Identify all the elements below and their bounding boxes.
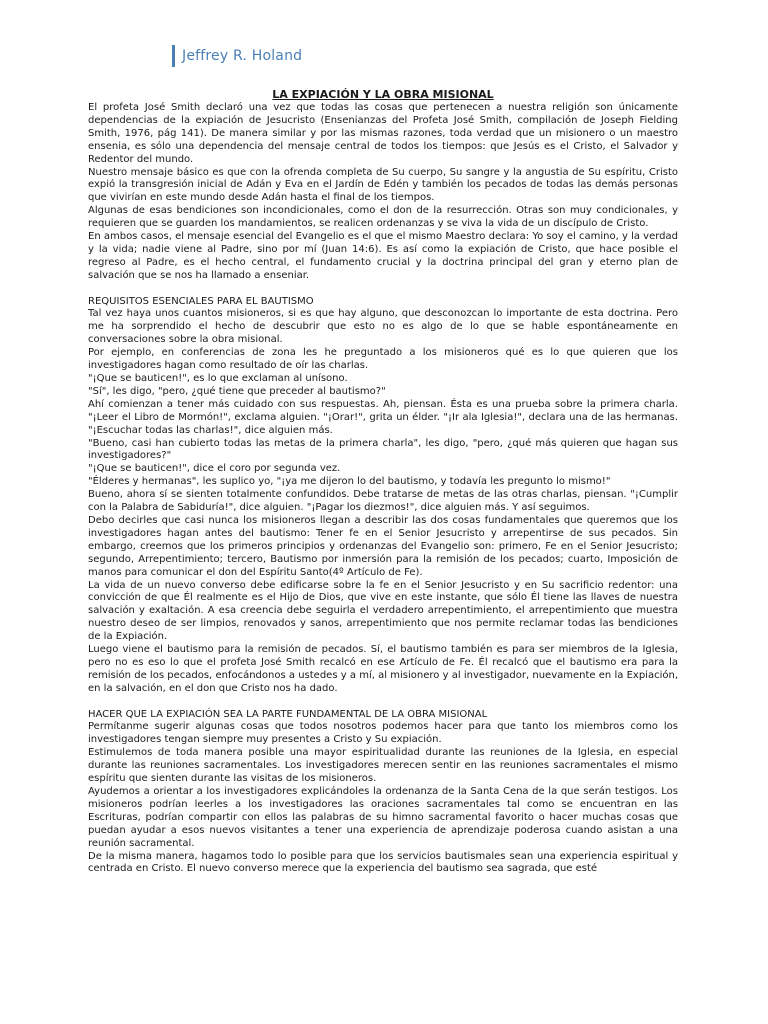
body-paragraph: Bueno, ahora sí se sienten totalmente confundidos. Debe tratarse de metas de las otras charlas, piensan. "¡Cumplir con la Palabra de Sabiduría!", dice alguien. "¡Pagar los diezmos!", dice alguien más. Y así seguimos. (88, 489, 678, 514)
article-body (88, 88, 678, 876)
body-paragraph: Estimulemos de toda manera posible una mayor espiritualidad durante las reuniones de la Iglesia, en especial durante las reuniones sacramentales. Los investigadores merecen sentir en las reuniones sacramentales el mismo espíritu que sienten durante las visitas de los misioneros. (88, 747, 678, 785)
body-paragraph: Ayudemos a orientar a los investigadores explicándoles la ordenanza de la Santa Cena de la que serán testigos. Los misioneros podrían leerles a los investigadores las oraciones sacramentales tal como se encuentran en las Escrituras, podrían compartir con ellos las palabras de su himno sacramental favorito o hacer muchas cosas que puedan ayudar a esos nuevos visitantes a tener una experiencia de aprendizaje poderosa cuando asistan a una reunión sacramental. (88, 786, 678, 849)
intro-paragraph: El profeta José Smith declaró una vez que todas las cosas que pertenecen a nuestra religión son únicamente dependencias de la expiación de Jesucristo (Ensenianzas del Profeta José Smith, compilación de Joseph Fielding Smith, 1976, pág 141). De manera similar y por las mismas razones, toda verdad que un misionero o un maestro ensenia, es sólo una dependencia del mensaje central de todos los tiempos: que Jesús es el Cristo, el Salvador y Redentor del mundo. (88, 102, 678, 165)
intro-paragraph: Algunas de esas bendiciones son incondicionales, como el don de la resurrección. Otras son muy condicionales, y requieren que se guarden los mandamientos, se realicen ordenanzas y se viva la vida de un discípulo de Cristo. (88, 205, 678, 230)
intro-paragraph: En ambos casos, el mensaje esencial del Evangelio es el que el mismo Maestro declara: Yo soy el camino, y la verdad y la vida; nadie viene al Padre, sino por mí (Juan 14:6). Es así como la expiación de Cristo, que hace posible el regreso al Padre, es el hecho central, el fundamento crucial y la doctrina principal del gran y eterno plan de salvación que se nos ha llamado a enseniar. (88, 231, 678, 281)
body-paragraph: Ahí comienzan a tener más cuidado con sus respuestas. Ah, piensan. Ésta es una prueba sobre la primera charla. "¡Leer el Libro de Mormón!", exclama alguien. "¡Orar!", grita un élder. "¡Ir ala Iglesia!", declara una de las hermanas. "¡Escuchar todas las charlas!", dice alguien más. (88, 398, 678, 436)
body-paragraph: "Bueno, casi han cubierto todas las metas de la primera charla", les digo, "pero, ¿qué más quieren que hagan sus investigadores?" (88, 437, 678, 462)
section-spacer (88, 283, 678, 296)
body-paragraph: Por ejemplo, en conferencias de zona les he preguntado a los misioneros qué es lo que quieren que los investigadores hagan como resultado de oír las charlas. (88, 347, 678, 372)
body-paragraph: Debo decirles que casi nunca los misioneros llegan a describir las dos cosas fundamentales que queremos que los investigadores hagan antes del bautismo: Tener fe en el Senior Jesucristo y arrepentirse de sus pecados. Sin embargo, creemos que los primeros principios y ordenanzas del Evangelio son: primero, Fe en el Senior Jesucristo; segundo, Arrepentimiento; tercero, Bautismo por inmersión para la remisión de los pecados; cuarto, Imposición de manos para comunicar el don del Espíritu Santo(4º Artículo de Fe). (88, 514, 678, 578)
body-paragraph: "Sí", les digo, "pero, ¿qué tiene que preceder al bautismo?" (88, 385, 386, 397)
section-spacer (88, 696, 678, 709)
page-header (172, 45, 302, 67)
body-paragraph: La vida de un nuevo converso debe edificarse sobre la fe en el Senior Jesucristo y en Su sacrificio redentor: una convicción de que Él realmente es el Hijo de Dios, que vive en este instante, que sólo Él tiene las llaves de nuestra salvación y exaltación. A esa creencia debe seguirla el verdadero arrepentimiento, el arrepentimiento que muestra nuestro deseo de ser limpios, renovados y sanos, arrepentimiento que nos permite reclamar todas las bendiciones de la Expiación. (88, 579, 678, 643)
body-paragraph: Luego viene el bautismo para la remisión de pecados. Sí, el bautismo también es para ser miembros de la Iglesia, pero no es eso lo que el profeta José Smith recalcó en ese Artículo de Fe. Él recalcó que el bautismo era para la remisión de los pecados, enfocándonos a ustedes y a mí, al misionero y al investigador, nuevamente en la Expiación, en la salvación, en el don que Cristo nos ha dado. (88, 644, 678, 694)
section-heading-expiacion: HACER QUE LA EXPIACIÓN SEA LA PARTE FUNDAMENTAL DE LA OBRA MISIONAL (88, 708, 488, 720)
body-paragraph: De la misma manera, hagamos todo lo posible para que los servicios bautismales sean una experiencia espiritual y centrada en Cristo. El nuevo converso merece que la experiencia del bautismo sea sagrada, que esté (88, 850, 678, 875)
article-title: LA EXPIACIÓN Y LA OBRA MISIONAL (272, 88, 494, 101)
body-paragraph: Tal vez haya unos cuantos misioneros, si es que hay alguno, que desconozcan lo importante de esta doctrina. Pero me ha sorprendido el hecho de descubrir que esto no es algo de lo que se hable espontáneamente en conversaciones sobre la obra misional. (88, 308, 678, 346)
body-paragraph: "¡Que se bauticen!", es lo que exclaman al unísono. (88, 373, 348, 385)
body-paragraph: "¡Que se bauticen!", dice el coro por segunda vez. (88, 463, 341, 475)
body-paragraph: Permítanme sugerir algunas cosas que todos nosotros podemos hacer para que tanto los miembros como los investigadores tengan siempre muy presentes a Cristo y Su expiación. (88, 721, 678, 746)
author-name: Jeffrey R. Holand (182, 48, 303, 64)
section-heading-bautismo: REQUISITOS ESENCIALES PARA EL BAUTISMO (88, 295, 314, 307)
body-paragraph: "Élderes y hermanas", les suplico yo, "¡ya me dijeron lo del bautismo, y todavía les pregunto lo mismo!" (88, 476, 611, 488)
intro-paragraph: Nuestro mensaje básico es que con la ofrenda completa de Su cuerpo, Su sangre y la angustia de Su espíritu, Cristo expió la transgresión inicial de Adán y Eva en el Jardín de Edén y también los pecados de todas las demás personas que vivirían en este mundo desde Adán hasta el final de los tiempos. (88, 166, 678, 204)
